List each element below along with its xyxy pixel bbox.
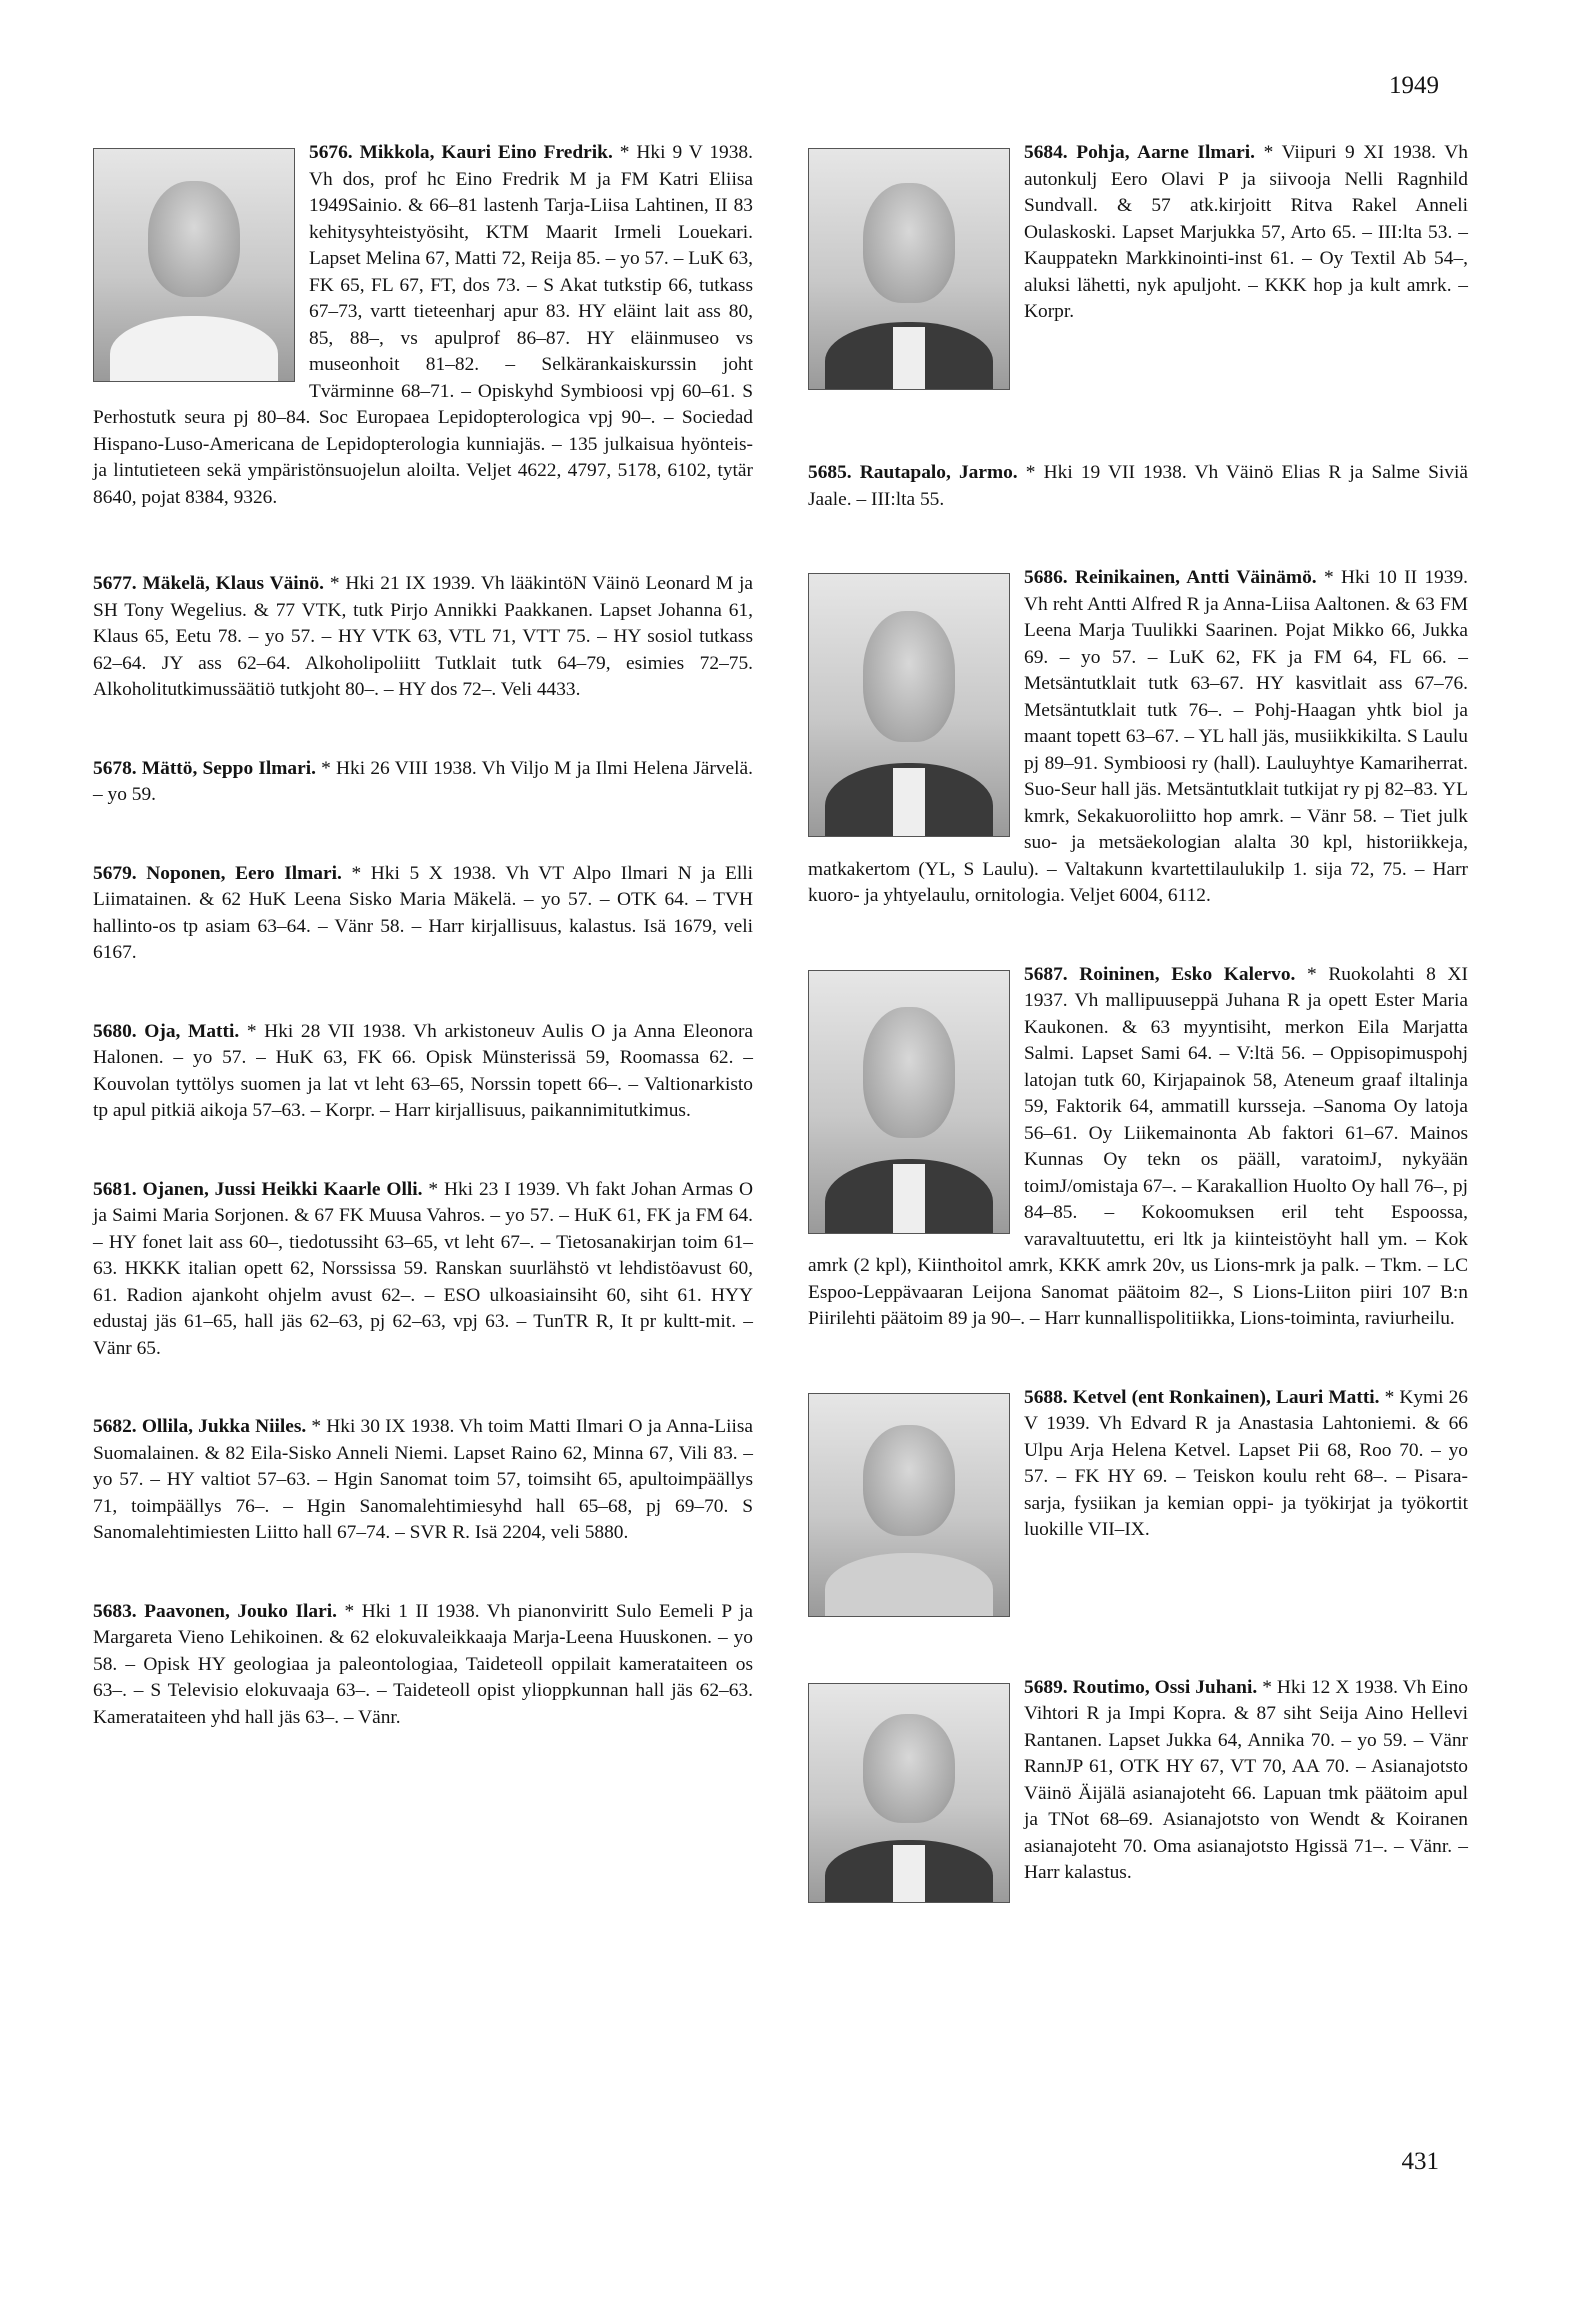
entry-name: Ojanen, Jussi Heikki Kaarle Olli. bbox=[142, 1178, 423, 1200]
portrait-photo bbox=[808, 148, 1010, 390]
entry-number: 5682. bbox=[93, 1416, 137, 1437]
biography-entry bbox=[93, 1019, 753, 1125]
entry-number: 5681. bbox=[93, 1178, 137, 1200]
entry-number: 5680. bbox=[93, 1020, 137, 1042]
entry-name: Oja, Matti. bbox=[144, 1020, 240, 1042]
entry-number: 5689. bbox=[1024, 1676, 1068, 1698]
entry-text: * Hki 9 V 1938. Vh dos, prof hc Eino Fredrik M ja FM Katri Eliisa 1949Sainio. & 66–81 lastenh Tarja-Liisa Lahtinen, II 83 kehitysyhteistyösiht, KTM Maarit Irmeli Louekari. Lapset Melina 67, Matti 72, Reija 85. – yo 57. – LuK 63, FK 65, FL 67, FT, dos 73. – S Akat tutkstip 66, tutkass 67–73, vartt tieteenharj apur 83. HY eläint lait ass 80, 85, 88–, vs apulprof 86–87. HY eläinmuseo vs museonhoit 81–82. – Selkärankaiskurssin joht Tvärminne 68–71. – Opiskyhd Symbioosi vpj 60–61. S Perhostutk seura pj 80–84. Soc Europaea Lepidopterologica vpj 90–. – Sociedad Hispano-Luso-Americana de Lepidopterologia kunniajäs. – 135 julkaisua hyönteis- ja lintutieteen sekä ympäristönsuojelun aloilta. Veljet 4622, 4797, 5178, 6102, tytär 8640, pojat 8384, 9326. bbox=[93, 142, 753, 508]
entry-number: 5676. bbox=[309, 142, 353, 163]
entry-text: * Viipuri 9 XI 1938. Vh autonkulj Eero Olavi P ja siivooja Nelli Ragnhild Sundvall. & 57 atk.kirjoitt Ritva Rakel Anneli Oulaskoski. Lapset Marjukka 57, Arto 65. – III:lta 53. – Kauppatekn Markkinointi-inst 61. – Oy Textil Ab 54–, aluksi lähetti, nyk apuljoht. – KKK hop ja kult amrk. – Korpr. bbox=[1024, 142, 1468, 322]
entry-number: 5677. bbox=[93, 573, 137, 594]
entry-text: * Hki 23 I 1939. Vh fakt Johan Armas O ja Saimi Maria Sorjonen. & 67 FK Muusa Vahros. – yo 57. – HuK 61, FK ja FM 64. – HY fonet lait ass 60–, tiedotussiht 63–65, vt leht 67–. – Tietosanakirjan toim 61–63. HKKK italian opett 62, Norssissa 59. Ranskan suurlähstö vt lehdistöavust 60, 61. Radion ajankoht ohjelm avust 62–. – ESO ulkoasiainsiht 60, siht 61. HYY edustaj jäs 61–65, hall jäs 62–63, pj 62–63, vpj 63. – TunTR R, It pr kultt-mit. – Vänr 65. bbox=[93, 1178, 753, 1359]
entry-text: * Hki 26 VIII 1938. Vh Viljo M ja Ilmi Helena Järvelä. – yo 59. bbox=[93, 757, 753, 805]
entry-number: 5688. bbox=[1024, 1386, 1068, 1408]
entry-name: Mättö, Seppo Ilmari. bbox=[141, 757, 316, 779]
entry-text: * Hki 28 VII 1938. Vh arkistoneuv Aulis O ja Anna Eleonora Halonen. – yo 57. – HuK 63, FK 66. Opisk Münsterissä 59, Roomassa 62. – Kouvolan tyttölys suomen ja lat vt leht 63–65, Norssin topett 66–. – Valtionarkisto tp apul pitkiä aikoja 57–63. – Korpr. – Harr kirjallisuus, paikannimitutkimus. bbox=[93, 1020, 754, 1121]
entry-text: * Hki 21 IX 1939. Vh lääkintöN Väinö Leonard M ja SH Tony Wegelius. & 77 VTK, tutk Pirjo Annikki Paakkanen. Lapset Johanna 61, Klaus 65, Eetu 78. – yo 57. – HY VTK 63, VTL 71, VTT 75. – HY sosiol tutkass 62–64. JY ass 62–64. Alkoholipoliitt Tutklait tutk 64–79, esimies 72–75. Alkoholitutkimussäätiö tutkjoht 80–. – HY dos 72–. Veli 4433. bbox=[93, 573, 753, 700]
biography-entry bbox=[808, 140, 1468, 396]
entry-name: Noponen, Eero Ilmari. bbox=[146, 862, 342, 884]
biography-entry bbox=[93, 1177, 753, 1363]
portrait-photo bbox=[808, 1393, 1010, 1617]
biography-entry bbox=[808, 460, 1468, 513]
entry-text: * Hki 12 X 1938. Vh Eino Vihtori R ja Impi Kopra. & 87 siht Seija Aino Hellevi Rantanen. Lapset Jukka 64, Annika 70. – yo 59. – Vänr RannJP 61, OTK HY 67, VT 70, AA 70. – Asianajotsto Väinö Äijälä asianajoteht 66. Lapuan tmk päätoim apul ja TNot 68–69. Asianajotsto von Wendt & Koiranen asianajoteht 70. Oma asianajotsto Hgissä 71–. – Vänr. – Harr kalastus. bbox=[1024, 1676, 1468, 1883]
entry-text: * Ruokolahti 8 XI 1937. Vh mallipuuseppä Juhana R ja opett Ester Maria Kaukonen. & 63 myyntisiht, merkon Eila Marjatta Salmi. Lapset Sami 64. – V:ltä 56. – Oppisopimuspohj latojan tutk 60, Kirjapainok 58, Ateneum graaf iltalinja 59, Faktorik 64, ammatill kursseja. –Sanoma Oy latoja 56–61. Oy Liikemainonta Ab faktori 61–67. Mainos Kunnas Oy tekn os pääll, varatoimJ, nykyään toimJ/omistaja 67–. – Karakallion Huolto Oy hall 76–, pj 84–85. – Kokoomuksen eril teht Espoossa, varavaltuutettu, eri ltk ja kiinteistöyht hall ym. – Kok amrk (2 kpl), Kiinthoitol amrk, KKK amrk 20v, us Lions-mrk ja palk. – Tkm. – LC Espoo-Leppävaaran Leijona Sanomat päätoim 82–, S Lions-Liiton piiri 107 B:n Piirilehti päätoim 89 ja 90–. – Harr kunnallispolitiikka, Lions-toiminta, raviurheilu. bbox=[808, 963, 1468, 1329]
biography-entry bbox=[93, 756, 753, 809]
entry-name: Mikkola, Kauri Eino Fredrik. bbox=[359, 142, 613, 163]
entry-text: * Kymi 26 V 1939. Vh Edvard R ja Anastasia Lahtoniemi. & 66 Ulpu Arja Helena Ketvel. Lapset Pii 68, Roo 70. – yo 57. – FK HY 69. – Teiskon koulu reht 68–. – Pisara-sarja, fysiikan ja kemian oppi- ja työkirjat ja työkortit luokille VII–IX. bbox=[1024, 1386, 1468, 1540]
page-year: 1949 bbox=[1389, 72, 1439, 99]
entry-number: 5683. bbox=[93, 1600, 137, 1622]
biography-entry bbox=[93, 1414, 753, 1547]
entry-text: * Hki 5 X 1938. Vh VT Alpo Ilmari N ja Elli Liimatainen. & 62 HuK Leena Sisko Maria Mäkelä. – yo 57. – OTK 64. – TVH hallinto-os tp asiam 63–64. – Vänr 58. – Harr kirjallisuus, kalastus. Isä 1679, veli 6167. bbox=[93, 862, 753, 963]
entry-text: * Hki 10 II 1939. Vh reht Antti Alfred R ja Anna-Liisa Aaltonen. & 63 FM Leena Marja Tuulikki Saarinen. Pojat Mikko 66, Jukka 69. – yo 57. – LuK 62, FK ja FM 64, FL 66. – Metsäntutklait tutk 63–67. HY kasvitlait ass 67–76. Metsäntutklait tutk 76–. – Pohj-Haagan yhtk biol ja maant topett 63–67. – YL hall jäs, musiikkikilta. S Laulu pj 89–91. Symbioosi ry (hall). Lauluyhtye Kamariherrat. Suo-Seur hall jäs. Metsäntutklait tutkijat ry pj 82–83. YL kmrk, Sekakuoroliitto hop amrk. – Vänr 58. – Tiet julk suo- ja metsäekologian alalta 30 kpl, historiikkeja, matkakertom (YL, S Laulu). – Valtakunn kvartettilaulukilp 1. sija 72, 75. – Harr kuoro- ja yhtyelaulu, ornitologia. Veljet 6004, 6112. bbox=[808, 567, 1468, 906]
entry-name: Paavonen, Jouko Ilari. bbox=[144, 1600, 337, 1622]
entry-name: Ketvel (ent Ronkainen), Lauri Matti. bbox=[1072, 1386, 1380, 1408]
biography-entry bbox=[808, 1675, 1468, 1909]
portrait-photo bbox=[808, 1683, 1010, 1903]
right-column bbox=[808, 140, 1468, 1961]
biography-entry bbox=[93, 571, 753, 704]
portrait-photo bbox=[93, 148, 295, 382]
entry-name: Reinikainen, Antti Väinämö. bbox=[1074, 567, 1317, 588]
entry-name: Pohja, Aarne Ilmari. bbox=[1076, 142, 1256, 163]
biography-entry bbox=[93, 140, 753, 511]
entry-number: 5679. bbox=[93, 862, 137, 884]
entry-number: 5684. bbox=[1024, 142, 1068, 163]
entry-name: Ollila, Jukka Niiles. bbox=[141, 1416, 307, 1437]
entry-text: * Hki 19 VII 1938. Vh Väinö Elias R ja Salme Siviä Jaale. – III:lta 55. bbox=[808, 462, 1468, 510]
portrait-photo bbox=[808, 970, 1010, 1234]
page-number: 431 bbox=[1401, 2148, 1439, 2175]
biography-entry bbox=[808, 565, 1468, 910]
portrait-photo bbox=[808, 573, 1010, 837]
entry-name: Mäkelä, Klaus Väinö. bbox=[142, 573, 324, 594]
biography-entry bbox=[808, 1385, 1468, 1623]
entry-number: 5687. bbox=[1024, 963, 1068, 985]
entry-name: Roininen, Esko Kalervo. bbox=[1079, 963, 1296, 985]
entry-text: * Hki 1 II 1938. Vh pianonviritt Sulo Eemeli P ja Margareta Vieno Lehikoinen. & 62 elokuvaleikkaaja Marja-Leena Huuskonen. – yo 58. – Opisk HY geologiaa ja paleontologiaa, Taideteoll oppilait kamerataiteen os 63–. – S Televisio elokuvaaja 63–. – Taideteoll opist ylioppkunnan hall jäs 62–63. Kamerataiteen yhd hall jäs 63–. – Vänr. bbox=[93, 1600, 753, 1728]
entry-text: * Hki 30 IX 1938. Vh toim Matti Ilmari O ja Anna-Liisa Suomalainen. & 82 Eila-Sisko Anneli Niemi. Lapset Raino 62, Minna 67, Vili 83. – yo 57. – HY valtiot 57–63. – Hgin Sanomat toim 57, toimsiht 65, apultoimpäällys 71, toimpäällys 76–. – Hgin Sanomalehtimiesyhd hall 65–68, pj 69–70. S Sanomalehtimiesten Liitto hall 67–74. – SVR R. Isä 2204, veli 5880. bbox=[93, 1416, 753, 1543]
entry-name: Rautapalo, Jarmo. bbox=[859, 462, 1018, 483]
entry-number: 5686. bbox=[1024, 567, 1068, 588]
entry-name: Routimo, Ossi Juhani. bbox=[1072, 1676, 1258, 1698]
entry-number: 5685. bbox=[808, 462, 852, 483]
biography-entry bbox=[93, 861, 753, 967]
biography-entry bbox=[808, 962, 1468, 1333]
left-column bbox=[93, 140, 753, 1783]
biography-entry bbox=[93, 1599, 753, 1732]
entry-number: 5678. bbox=[93, 757, 137, 779]
